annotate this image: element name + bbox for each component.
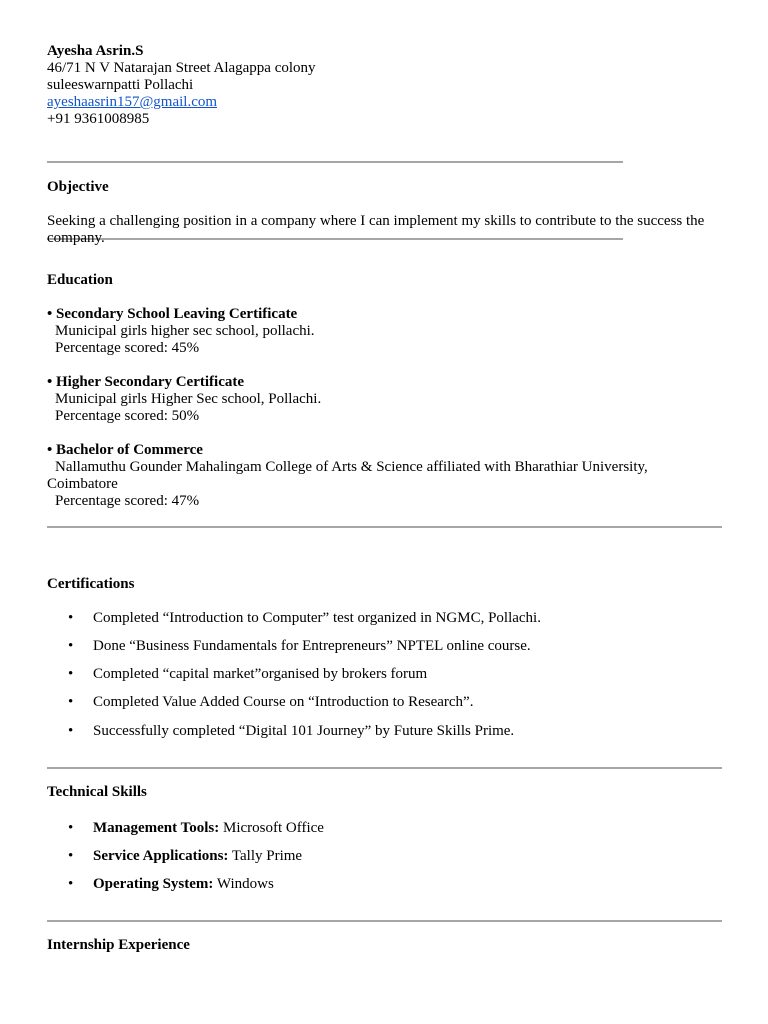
skill-label: Management Tools: <box>93 820 220 836</box>
address-line-1: 46/71 N V Natarajan Street Alagappa colony <box>47 60 316 76</box>
list-item <box>47 666 727 683</box>
objective-heading: Objective <box>47 179 109 195</box>
education-item <box>47 306 727 357</box>
certifications-heading: Certifications <box>47 576 135 592</box>
divider <box>47 767 722 769</box>
bullet-icon: • <box>68 666 74 682</box>
certification-text: Completed “capital market”organised by brokers forum <box>93 666 428 682</box>
objective-text: Seeking a challenging position in a company where I can implement my skills to contribute to the success the company. <box>47 213 705 246</box>
email-link[interactable]: ayeshaasrin157@gmail.com <box>47 94 218 110</box>
list-item <box>47 876 727 893</box>
education-item <box>47 374 727 425</box>
divider <box>47 526 722 528</box>
skill-value: Microsoft Office <box>219 820 324 836</box>
skill-value: Windows <box>213 876 274 892</box>
skill-label: Service Applications: <box>93 848 229 864</box>
degree-title: • Secondary School Leaving Certificate <box>47 306 298 322</box>
education-heading: Education <box>47 272 113 288</box>
divider <box>47 238 623 240</box>
list-item <box>47 638 727 655</box>
education-item <box>47 442 727 510</box>
bullet-icon: • <box>68 694 74 710</box>
phone-number: +91 9361008985 <box>47 111 150 127</box>
list-item <box>47 820 727 837</box>
list-item <box>47 723 727 740</box>
bullet-icon: • <box>68 723 74 739</box>
candidate-name: Ayesha Asrin.S <box>47 43 144 59</box>
institution: Municipal girls higher sec school, pollachi. <box>55 323 315 339</box>
percentage: Percentage scored: 45% <box>55 340 200 356</box>
certification-text: Completed “Introduction to Computer” test organized in NGMC, Pollachi. <box>93 610 541 626</box>
bullet-icon: • <box>68 876 74 892</box>
certification-text: Completed Value Added Course on “Introduction to Research”. <box>93 694 474 710</box>
bullet-icon: • <box>68 820 74 836</box>
percentage: Percentage scored: 50% <box>55 408 200 424</box>
institution: Municipal girls Higher Sec school, Pollachi. <box>55 391 322 407</box>
skill-label: Operating System: <box>93 876 214 892</box>
list-item <box>47 610 727 627</box>
bullet-icon: • <box>68 610 74 626</box>
divider <box>47 161 623 163</box>
internship-heading: Internship Experience <box>47 937 190 953</box>
resume-page <box>47 43 727 954</box>
institution: Nallamuthu Gounder Mahalingam College of Arts & Science affiliated with Bharathiar University, <box>55 459 648 475</box>
degree-title: • Bachelor of Commerce <box>47 442 203 458</box>
institution-continued: Coimbatore <box>47 476 118 492</box>
certification-text: Done “Business Fundamentals for Entrepreneurs” NPTEL online course. <box>93 638 531 654</box>
certifications-list <box>47 610 727 740</box>
certification-text: Successfully completed “Digital 101 Journey” by Future Skills Prime. <box>93 723 515 739</box>
technical-skills-list <box>47 820 727 893</box>
degree-title: • Higher Secondary Certificate <box>47 374 245 390</box>
technical-skills-heading: Technical Skills <box>47 784 147 800</box>
address-line-2: suleeswarnpatti Pollachi <box>47 77 194 93</box>
contact-block <box>47 43 727 128</box>
divider <box>47 920 722 922</box>
percentage: Percentage scored: 47% <box>55 493 200 509</box>
skill-value: Tally Prime <box>228 848 303 864</box>
bullet-icon: • <box>68 848 74 864</box>
list-item <box>47 694 727 711</box>
list-item <box>47 848 727 865</box>
bullet-icon: • <box>68 638 74 654</box>
